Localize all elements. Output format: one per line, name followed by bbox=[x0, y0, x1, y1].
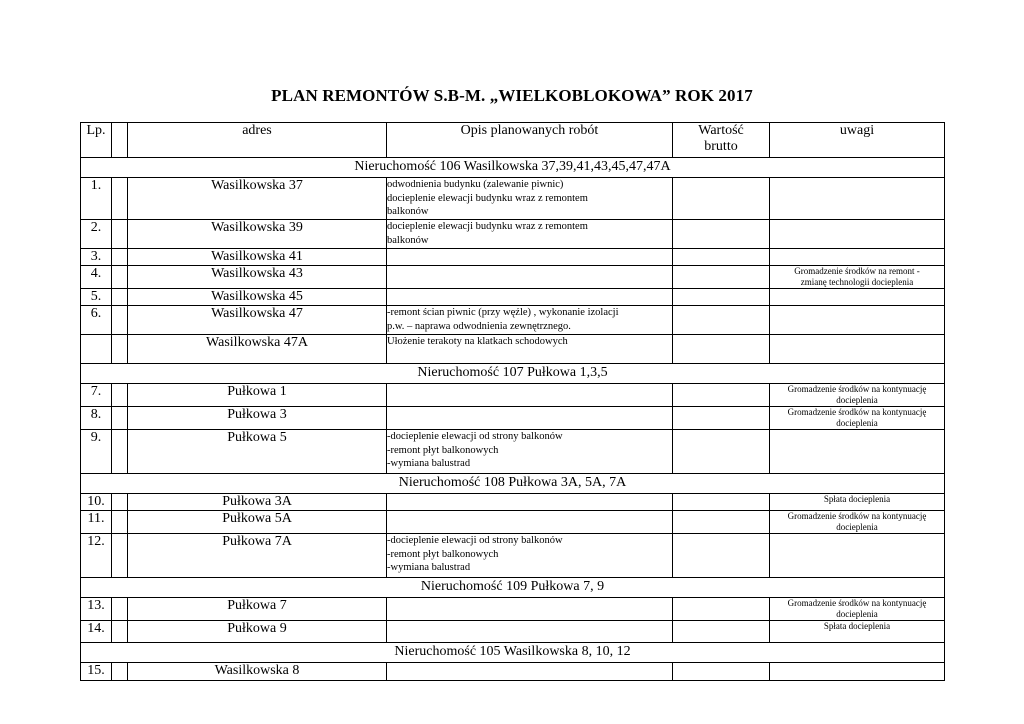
row-notes bbox=[770, 494, 945, 511]
notes-line: Spłata docieplenia bbox=[823, 494, 891, 504]
row-notes bbox=[770, 430, 945, 474]
table-row bbox=[81, 220, 945, 249]
notes-line: docieplenia bbox=[836, 395, 878, 405]
row-address: Wasilkowska 47A bbox=[128, 335, 387, 364]
description-line: balkonów bbox=[387, 234, 429, 246]
row-description bbox=[387, 289, 673, 306]
row-description bbox=[387, 249, 673, 266]
group-header: Nieruchomość 107 Pułkowa 1,3,5 bbox=[81, 364, 945, 384]
description-line: -docieplenie elewacji od strony balkonów bbox=[387, 431, 563, 442]
group-header: Nieruchomość 106 Wasilkowska 37,39,41,43,45,47,47A bbox=[81, 158, 945, 178]
table-row bbox=[81, 621, 945, 643]
header-adres: adres bbox=[128, 123, 387, 158]
row-description bbox=[387, 266, 673, 289]
row-blank bbox=[112, 289, 128, 306]
row-address: Pułkowa 5 bbox=[128, 430, 387, 474]
row-value bbox=[673, 511, 770, 534]
row-blank bbox=[112, 511, 128, 534]
row-number: 14. bbox=[81, 621, 112, 643]
row-number: 10. bbox=[81, 494, 112, 511]
row-address: Pułkowa 3 bbox=[128, 407, 387, 430]
group-header-row bbox=[81, 158, 945, 178]
table-row bbox=[81, 249, 945, 266]
row-value bbox=[673, 335, 770, 364]
row-number: 2. bbox=[81, 220, 112, 249]
row-description bbox=[387, 511, 673, 534]
row-number bbox=[81, 335, 112, 364]
table-row bbox=[81, 663, 945, 681]
group-header: Nieruchomość 105 Wasilkowska 8, 10, 12 bbox=[81, 643, 945, 663]
header-uwagi: uwagi bbox=[770, 123, 945, 158]
group-header-row bbox=[81, 578, 945, 598]
header-wartosc-line2: brutto bbox=[704, 139, 738, 154]
row-blank bbox=[112, 598, 128, 621]
row-notes bbox=[770, 178, 945, 220]
row-blank bbox=[112, 266, 128, 289]
header-blank bbox=[112, 123, 128, 158]
row-blank bbox=[112, 621, 128, 643]
row-description bbox=[387, 534, 673, 578]
renovation-plan-table bbox=[80, 122, 945, 681]
row-description bbox=[387, 384, 673, 407]
description-line: docieplenie elewacji budynku wraz z remontem bbox=[387, 221, 588, 232]
row-blank bbox=[112, 430, 128, 474]
row-number: 5. bbox=[81, 289, 112, 306]
row-number: 3. bbox=[81, 249, 112, 266]
row-address: Wasilkowska 8 bbox=[128, 663, 387, 681]
row-notes bbox=[770, 306, 945, 335]
row-blank bbox=[112, 178, 128, 220]
row-blank bbox=[112, 494, 128, 511]
row-notes bbox=[770, 534, 945, 578]
row-value bbox=[673, 494, 770, 511]
row-number: 8. bbox=[81, 407, 112, 430]
table-row bbox=[81, 534, 945, 578]
row-blank bbox=[112, 384, 128, 407]
description-line: -wymiana balustrad bbox=[387, 562, 471, 573]
row-blank bbox=[112, 407, 128, 430]
row-blank bbox=[112, 220, 128, 249]
table-row bbox=[81, 178, 945, 220]
notes-line: Gromadzenie środków na kontynuację bbox=[787, 511, 927, 521]
description-line: -remont płyt balkonowych bbox=[387, 548, 499, 560]
table-row bbox=[81, 430, 945, 474]
row-address: Pułkowa 7A bbox=[128, 534, 387, 578]
row-number: 6. bbox=[81, 306, 112, 335]
group-header-row bbox=[81, 474, 945, 494]
description-line: -wymiana balustrad bbox=[387, 458, 471, 469]
row-address: Wasilkowska 45 bbox=[128, 289, 387, 306]
row-description bbox=[387, 335, 673, 364]
group-header-row bbox=[81, 364, 945, 384]
table-row bbox=[81, 384, 945, 407]
row-notes bbox=[770, 663, 945, 681]
row-value bbox=[673, 534, 770, 578]
row-number: 7. bbox=[81, 384, 112, 407]
row-address: Pułkowa 1 bbox=[128, 384, 387, 407]
row-notes bbox=[770, 249, 945, 266]
row-description bbox=[387, 178, 673, 220]
table-row bbox=[81, 511, 945, 534]
notes-line: Spłata docieplenia bbox=[823, 621, 891, 631]
description-line: odwodnienia budynku (zalewanie piwnic) bbox=[387, 179, 564, 190]
row-number: 13. bbox=[81, 598, 112, 621]
row-notes bbox=[770, 220, 945, 249]
row-description bbox=[387, 663, 673, 681]
row-address: Wasilkowska 43 bbox=[128, 266, 387, 289]
row-blank bbox=[112, 249, 128, 266]
row-value bbox=[673, 430, 770, 474]
row-value bbox=[673, 621, 770, 643]
header-opis: Opis planowanych robót bbox=[387, 123, 673, 158]
header-lp: Lp. bbox=[81, 123, 112, 158]
row-value bbox=[673, 407, 770, 430]
notes-line: docieplenia bbox=[836, 609, 878, 619]
row-value bbox=[673, 289, 770, 306]
row-number: 4. bbox=[81, 266, 112, 289]
row-value bbox=[673, 249, 770, 266]
table-header-row bbox=[81, 123, 945, 158]
row-description bbox=[387, 430, 673, 474]
row-address: Pułkowa 7 bbox=[128, 598, 387, 621]
row-address: Wasilkowska 37 bbox=[128, 178, 387, 220]
row-address: Pułkowa 5A bbox=[128, 511, 387, 534]
row-description bbox=[387, 220, 673, 249]
table-row bbox=[81, 266, 945, 289]
row-description bbox=[387, 621, 673, 643]
row-blank bbox=[112, 335, 128, 364]
row-value bbox=[673, 384, 770, 407]
description-line: -remont płyt balkonowych bbox=[387, 444, 499, 456]
row-value bbox=[673, 220, 770, 249]
row-value bbox=[673, 598, 770, 621]
row-address: Wasilkowska 39 bbox=[128, 220, 387, 249]
description-line: docieplenie elewacji budynku wraz z remontem bbox=[387, 192, 588, 204]
group-header: Nieruchomość 108 Pułkowa 3A, 5A, 7A bbox=[81, 474, 945, 494]
row-number: 12. bbox=[81, 534, 112, 578]
row-description bbox=[387, 407, 673, 430]
row-notes bbox=[770, 598, 945, 621]
description-line: -docieplenie elewacji od strony balkonów bbox=[387, 535, 563, 546]
row-number: 9. bbox=[81, 430, 112, 474]
row-address: Pułkowa 3A bbox=[128, 494, 387, 511]
notes-line: Gromadzenie środków na remont - bbox=[794, 266, 920, 276]
row-number: 15. bbox=[81, 663, 112, 681]
row-value bbox=[673, 663, 770, 681]
row-notes bbox=[770, 511, 945, 534]
page-title: PLAN REMONTÓW S.B-M. „WIELKOBLOKOWA” ROK 2017 bbox=[271, 86, 753, 105]
description-line: p.w. – naprawa odwodnienia zewnętrznego. bbox=[387, 320, 571, 332]
notes-line: docieplenia bbox=[836, 418, 878, 428]
row-blank bbox=[112, 306, 128, 335]
table-row bbox=[81, 335, 945, 364]
description-line: Ułożenie terakoty na klatkach schodowych bbox=[387, 336, 568, 347]
table-row bbox=[81, 289, 945, 306]
row-blank bbox=[112, 663, 128, 681]
row-value bbox=[673, 306, 770, 335]
row-address: Wasilkowska 41 bbox=[128, 249, 387, 266]
notes-line: Gromadzenie środków na kontynuację bbox=[787, 384, 927, 394]
row-number: 11. bbox=[81, 511, 112, 534]
header-wartosc-line1: Wartość bbox=[698, 123, 744, 138]
notes-line: Gromadzenie środków na kontynuację bbox=[787, 407, 927, 417]
row-description bbox=[387, 598, 673, 621]
row-value bbox=[673, 178, 770, 220]
notes-line: Gromadzenie środków na kontynuację bbox=[787, 598, 927, 608]
row-notes bbox=[770, 266, 945, 289]
row-notes bbox=[770, 289, 945, 306]
row-notes bbox=[770, 407, 945, 430]
row-address: Pułkowa 9 bbox=[128, 621, 387, 643]
table-row bbox=[81, 598, 945, 621]
group-header-row bbox=[81, 643, 945, 663]
notes-line: zmianę technologii docieplenia bbox=[800, 277, 914, 287]
row-notes bbox=[770, 384, 945, 407]
row-description bbox=[387, 306, 673, 335]
group-header: Nieruchomość 109 Pułkowa 7, 9 bbox=[81, 578, 945, 598]
description-line: -remont ścian piwnic (przy węźle) , wykonanie izolacji bbox=[387, 307, 619, 318]
table-row bbox=[81, 494, 945, 511]
table-row bbox=[81, 407, 945, 430]
row-notes bbox=[770, 621, 945, 643]
row-description bbox=[387, 494, 673, 511]
table-row bbox=[81, 306, 945, 335]
notes-line: docieplenia bbox=[836, 522, 878, 532]
row-value bbox=[673, 266, 770, 289]
row-blank bbox=[112, 534, 128, 578]
row-address: Wasilkowska 47 bbox=[128, 306, 387, 335]
row-notes bbox=[770, 335, 945, 364]
description-line: balkonów bbox=[387, 206, 429, 217]
row-number: 1. bbox=[81, 178, 112, 220]
header-wartosc bbox=[673, 123, 770, 158]
